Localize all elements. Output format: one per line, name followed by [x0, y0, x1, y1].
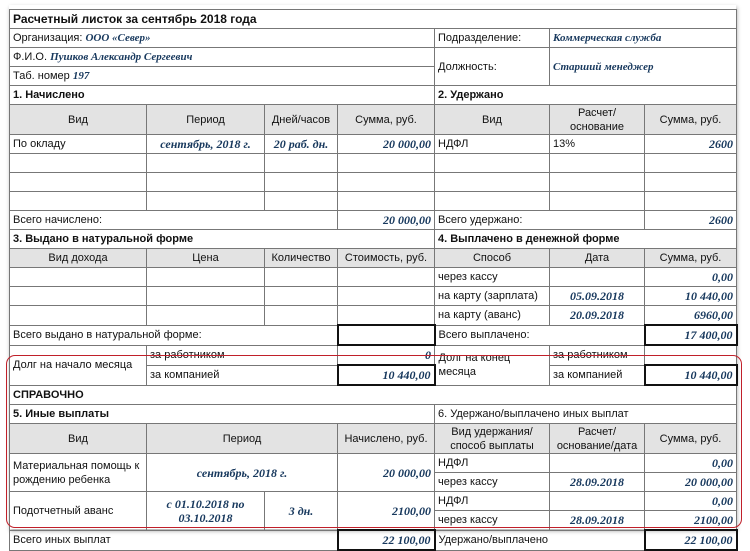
natural-debt-company-value: 10 440,00 — [338, 365, 435, 385]
withheld-paid-method: через кассу — [435, 511, 550, 531]
table-row — [10, 287, 737, 306]
table-row — [10, 492, 737, 511]
other-period: сентябрь, 2018 г. — [147, 454, 338, 492]
natural-header-type: Вид дохода — [10, 249, 147, 268]
other-amount: 2100,00 — [338, 492, 435, 531]
withheld-header-basis: Расчет/ основание — [550, 105, 645, 135]
natural-total-value — [338, 325, 435, 345]
cash-debt-company-value: 10 440,00 — [645, 365, 737, 385]
other-header-amount: Начислено, руб. — [338, 424, 435, 454]
withheld-paid-total-label: Удержано/выплачено — [435, 530, 645, 550]
other-payments-title: 5. Иные выплаты — [10, 405, 435, 424]
natural-debt-employee-label: за работником — [147, 345, 338, 365]
org-value: ООО «Север» — [85, 32, 151, 44]
payslip-table — [9, 9, 738, 551]
withheld-paid-basis — [550, 492, 645, 511]
table-row — [10, 173, 737, 192]
cash-method: на карту (зарплата) — [435, 287, 550, 306]
accrued-header-days: Дней/часов — [265, 105, 338, 135]
tab-number-row — [10, 67, 435, 86]
position-value: Старший менеджер — [550, 48, 737, 86]
withheld-paid-header-amount: Сумма, руб. — [645, 424, 737, 454]
withheld-paid-title: 6. Удержано/выплачено иных выплат — [435, 405, 737, 424]
natural-title: 3. Выдано в натуральной форме — [10, 230, 435, 249]
cash-total-value: 17 400,00 — [645, 325, 737, 345]
withheld-basis: 13% — [550, 135, 645, 154]
cash-date: 20.09.2018 — [550, 306, 645, 326]
tab-value: 197 — [72, 70, 90, 82]
organization-row — [10, 29, 435, 48]
accrued-header-amount: Сумма, руб. — [338, 105, 435, 135]
withheld-paid-amount: 20 000,00 — [645, 473, 737, 492]
table-row — [10, 306, 737, 326]
natural-total-label: Всего выдано в натуральной форме: — [10, 325, 338, 345]
cash-debt-company-label: за компанией — [550, 365, 645, 385]
accrued-type: По окладу — [10, 135, 147, 154]
other-total-label: Всего иных выплат — [10, 530, 338, 550]
table-row — [10, 454, 737, 473]
dept-value: Коммерческая служба — [550, 29, 737, 48]
withheld-paid-header-basis: Расчет/ основание/дата — [550, 424, 645, 454]
fio-label: Ф.И.О. — [13, 51, 47, 63]
withheld-paid-amount: 2100,00 — [645, 511, 737, 531]
accrued-title: 1. Начислено — [10, 86, 435, 105]
other-amount: 20 000,00 — [338, 454, 435, 492]
cash-date — [550, 268, 645, 287]
table-row — [10, 192, 737, 211]
withheld-paid-amount: 0,00 — [645, 454, 737, 473]
fio-value: Пушков Александр Сергеевич — [50, 51, 193, 63]
other-header-period: Период — [147, 424, 338, 454]
cash-debt-employee-label: за работником — [550, 345, 645, 365]
withheld-header-type: Вид — [435, 105, 550, 135]
withheld-paid-total-value: 22 100,00 — [645, 530, 737, 550]
accrued-days: 20 раб. дн. — [265, 135, 338, 154]
table-row — [10, 135, 737, 154]
withheld-total-value: 2600 — [645, 211, 737, 230]
position-label: Должность: — [435, 48, 550, 86]
tab-label: Таб. номер — [13, 70, 70, 82]
withheld-paid-header-method: Вид удержания/ способ выплаты — [435, 424, 550, 454]
cash-header-amount: Сумма, руб. — [645, 249, 737, 268]
payslip-title: Расчетный листок за сентябрь 2018 года — [10, 10, 737, 29]
natural-debt-label: Долг на начало месяца — [10, 345, 147, 385]
other-type: Материальная помощь к рождению ребенка — [10, 454, 147, 492]
table-row — [10, 268, 737, 287]
other-type: Подотчетный аванс — [10, 492, 147, 531]
fio-row — [10, 48, 435, 67]
natural-header-qty: Количество — [265, 249, 338, 268]
natural-header-cost: Стоимость, руб. — [338, 249, 435, 268]
cash-method: через кассу — [435, 268, 550, 287]
withheld-total-label: Всего удержано: — [435, 211, 645, 230]
withheld-paid-method: НДФЛ — [435, 454, 550, 473]
reference-title: СПРАВОЧНО — [10, 385, 737, 405]
withheld-type: НДФЛ — [435, 135, 550, 154]
cash-amount: 0,00 — [645, 268, 737, 287]
withheld-paid-basis — [550, 454, 645, 473]
other-header-type: Вид — [10, 424, 147, 454]
withheld-paid-method: через кассу — [435, 473, 550, 492]
accrued-total-value: 20 000,00 — [338, 211, 435, 230]
accrued-header-type: Вид — [10, 105, 147, 135]
cash-total-label: Всего выплачено: — [435, 325, 645, 345]
withheld-paid-amount: 0,00 — [645, 492, 737, 511]
natural-debt-company-label: за компанией — [147, 365, 338, 385]
withheld-title: 2. Удержано — [435, 86, 737, 105]
cash-title: 4. Выплачено в денежной форме — [435, 230, 737, 249]
withheld-header-amount: Сумма, руб. — [645, 105, 737, 135]
accrued-header-period: Период — [147, 105, 265, 135]
cash-header-method: Способ — [435, 249, 550, 268]
cash-method: на карту (аванс) — [435, 306, 550, 326]
cash-amount: 6960,00 — [645, 306, 737, 326]
cash-debt-label: Долг на конец месяца — [435, 345, 550, 385]
withheld-paid-basis: 28.09.2018 — [550, 473, 645, 492]
accrued-total-label: Всего начислено: — [10, 211, 338, 230]
other-period: с 01.10.2018 по 03.10.2018 — [147, 492, 265, 531]
table-row — [10, 154, 737, 173]
cash-date: 05.09.2018 — [550, 287, 645, 306]
cash-amount: 10 440,00 — [645, 287, 737, 306]
natural-debt-employee-value: 0 — [338, 345, 435, 365]
dept-label: Подразделение: — [435, 29, 550, 48]
cash-header-date: Дата — [550, 249, 645, 268]
withheld-paid-method: НДФЛ — [435, 492, 550, 511]
other-days: 3 дн. — [265, 492, 338, 531]
withheld-amount: 2600 — [645, 135, 737, 154]
other-total-value: 22 100,00 — [338, 530, 435, 550]
natural-header-price: Цена — [147, 249, 265, 268]
org-label: Организация: — [13, 32, 83, 44]
withheld-paid-basis: 28.09.2018 — [550, 511, 645, 531]
accrued-period: сентябрь, 2018 г. — [147, 135, 265, 154]
accrued-amount: 20 000,00 — [338, 135, 435, 154]
